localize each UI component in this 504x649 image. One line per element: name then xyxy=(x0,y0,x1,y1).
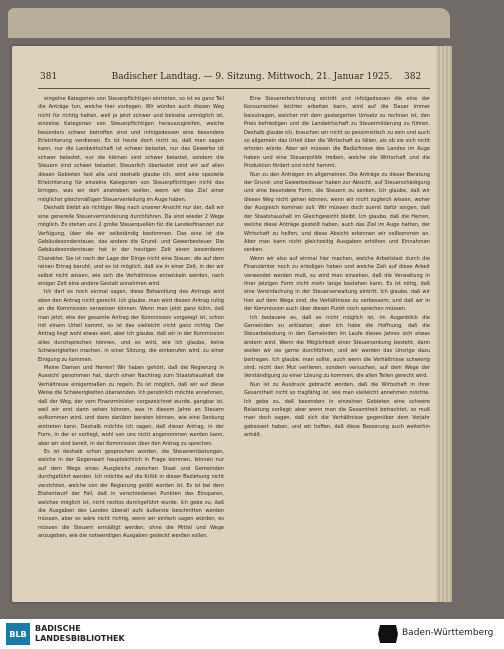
text-column-left xyxy=(38,95,224,587)
paragraph: Es ist deshalb schon gesprochen worden, die Steuerentlastungen, welche in der Gegenwart hauptsächlich in Frage kommen, können nur auf dem Wege eines Ausgleichs zwischen Staat und Gemeinden durchgeführt werden. Ich möchte auf die Kritik in dieser Beziehung nicht verzichten, welche von der Regierung geübt worden ist. Es ist bei dem Etatentwurf der Fall, daß in verschiedenen Punkten das Einsparen, welches möglich ist, nicht restlos durchgeführt wurde. Ich gebe zu, daß die Ausgaben des Landes überall aufs äußerste beschnitten werden müssen, aber es wäre nicht richtig, wenn wir einfach sagen würden, es müssen die Steuern ermäßigt werden, ohne die Mittel und Wege anzugeben, wie die notwendigen Ausgaben gedeckt werden sollen. xyxy=(38,449,224,540)
paragraph: Ich darf es noch einmal sagen, diese Behandlung des Antrags wird eben den Antrag nicht gerecht. Ich glaube, man wird diesen Antrag ruhig an die Kommission verweisen können. Wenn man jetzt ganz kühn, daß man jetzt, ehe der gesamte Antrag der Kommission vorgelegt ist, schon mit einem Urteil kommt, so ist das vielleicht nicht ganz richtig. Der Antrag liegt wohl etwas weit, aber ich glaube, daß wir in der Kommission alles durchsprechen können, und es wird, wie ich glaube, keine Schwierigkeiten machen, in einer Sitzung, die einberufen wird, zu einer Einigung zu kommen. xyxy=(38,289,224,363)
baden-wuerttemberg-label: Baden-Württemberg xyxy=(402,628,494,638)
blb-name xyxy=(35,624,125,644)
paragraph: eingelne Kategorien von Steuerpflichtigen eintreten, so ist es ganz Teil die Anträge tun, welche hier vorliegen. Wir würden auch diesen Weg nicht für richtig halten, weil ja jetzt schwer und beinahe unmöglich ist, einzelne Kategorien von Steuerpflichtigen herauszugreifen, welche besonders schwer betroffen sind und infolgedessen eine besondere Erleichterung verdienen. Es ist heute doch nicht so, daß man sagen kann, nur die Landwirtschaft ist schwer belastet, nur das Gewerbe ist schwer belastet, nur die kleinen sind schwer belastet, sondern die Steuern sind schwer belastet. Steuerlich überlastet sind wir auf allen diesen Gebieten fast alle und deshalb glaube ich, wird eine spezielle Erleichterung für einzelne Kategorien von Steuerpflichtigen nicht das bringen, was wir dort anstreben wollen, wenn wir das Ziel einer möglichst gleichmäßigen Steuerverteilung im Auge haben. xyxy=(38,96,224,203)
header-rule xyxy=(38,88,430,89)
paragraph: Eine Steuererleichterung eintritt und infolgedessen die eine der Konsumenten leichter arbeiten kann, wird auf die Dauer immer beizutragen, welcher mit dem gesteigerten Umsatz zu rechnen ist, den Preis befriedigen und die Landwirtschaft zu Steuermilderung zu führen. Deshalb glaube ich, brauchen wir nicht so pessimistisch zu sein und auch so allgemein das Urteil über die Wirtschaft zu fällen, als ob sie sich nicht erholen würde. Aber wir müssen die Bedürfnisse des Landes im Auge haben und eine Steuerpolitik treiben, welche die Wirtschaft und die Produktion fördert und nicht hemmt. xyxy=(244,96,430,170)
paragraph: Deshalb bleibt als richtiger Weg nach unserer Ansicht nur der, daß wir eine generelle Steuerverminderung durchführen. Da sind wieder 2 Wege möglich. Es stehen uns 2 große Steuerquellen für die Landesfinanzen zur Verfügung, über die wir selbständig bestimmen. Das eine ist die Gebäudesondersteuer, das andere die Grund- und Gewerbesteuer. Die Gebäudesondersteuer hat in der heutigen Zeit einen besonderen Charakter. Sie ist nach der Lage der Dinge nicht eine Steuer, die auf dem reinen Ertrag beruht, und es ist möglich, daß sie in einer Zeit, in der wir selbst nicht wissen, wie sich die Verhältnisse entwickeln werden, nach einiger Zeit eine andere Gestalt annehmen wird. xyxy=(38,205,224,287)
paragraph: Wenn wir also auf einmal hier machen, welche Arbeitslast durch die Finanzämter noch zu erledigen haben und welche Zeit auf diese Arbeit verwendet werden muß, so wird man einsehen, daß die Verwaltung in ihrer jetzigen Form nicht mehr lange bestehen kann. Es ist nötig, daß eine Vereinfachung in der Steuerverwaltung eintritt. Ich glaube, daß wir hier auf dem Wege sind, die Verhältnisse zu verbessern, und daß wir in der Kommission auch über diesen Punkt noch sprechen müssen. xyxy=(244,255,430,313)
paragraph: Meine Damen und Herren! Wir haben gehört, daß die Regierung in Aussicht genommen hat, durch einen Nachtrag zum Staatshaushalt die Verhältnisse einigermaßen zu regeln. Es ist möglich, daß wir auf diese Weise die Schwierigkeiten überwinden. Ich persönlich möchte annehmen, daß der Weg, der vom Finanzminister vorgezeichnet wurde, gangbar ist, weil wir erst dann sehen können, was in diesem Jahre an Steuern aufkommen wird, und dann darüber beraten können, wie eine Senkung eintreten kann. Deshalb möchte ich sagen, daß dieser Antrag, in der Form, in der er vorliegt, wohl von uns nicht angenommen werden kann, aber wir sind bereit, in der Kommission über den Antrag zu sprechen. xyxy=(38,365,224,447)
text-column-right xyxy=(244,95,430,587)
page-number-right: 382 xyxy=(404,72,422,82)
viewer-footer xyxy=(0,619,504,649)
blb-logo[interactable]: BLB xyxy=(6,623,30,645)
running-title: Badischer Landtag. — 9. Sitzung. Mittwoch, 21. Januar 1925. xyxy=(111,72,393,82)
paragraph: Nun zu den Anträgen im allgemeinen. Die Anträge zu dieser Beratung der Grund- und Gewerbesteuer haben zur Absicht, auf Steuerschädigung und eine besondere Form, die Steuern zu senken. Ich glaube, daß wir diesen Weg nicht gehen können, wenn wir nicht zugleich wissen, woher der Ausgleich kommen soll. Wir müssen doch zuerst dafür sorgen, daß der Staatshaushalt im Gleichgewicht bleibt. Ich glaube, daß die Herren, welche diese Anträge gestellt haben, auch das Ziel im Auge hatten, der Wirtschaft zu helfen, und diese Absicht erkennen wir vollkommen an. Aber man kann nicht gleichzeitig Ausgaben erhöhen und Einnahmen senken. xyxy=(244,171,430,254)
book-page-edges xyxy=(436,46,452,602)
blb-name-line2: LANDESBIBLIOTHEK xyxy=(35,634,125,643)
baden-wuerttemberg-crest-icon xyxy=(378,625,398,643)
paragraph: Nun ist zu Ausdruck gebracht worden, daß die Wirtschaft in ihrer Gesamtheit nicht so tragfähig ist, wie man vielleicht annehmen möchte. Ich gebe zu, daß besonders in einzelnen Gebieten eine schwere Belastung vorliegt; aber wenn man die Gesamtheit betrachtet, so muß man doch sagen, daß sich die Verhältnisse gegenüber dem Vorjahr gebessert haben, und wir hoffen, daß diese Besserung auch weiterhin anhält. xyxy=(244,381,430,439)
paragraph: Ich bedauere es, daß es nicht möglich ist, im Augenblick die Gemeinden zu entlasten; aber ich habe die Hoffnung, daß die Steuerbelastung in den Gemeinden im Laufe dieses Jahres sich etwas ändern wird. Wenn die Möglichkeit einer Steuersenkung besteht, dann wollen wir sie gerne durchführen, und wir werden das Unsrige dazu beitragen. Ich glaube, man sollte, auch wenn die Verhältnisse schwierig sind, nicht den Mut verlieren, sondern versuchen, auf dem Wege der Verständigung zu einer Lösung zu kommen, die allen Teilen gerecht wird. xyxy=(244,314,430,380)
blb-name-line1: BADISCHE xyxy=(35,624,81,633)
page-number-left: 381 xyxy=(40,72,58,82)
book-edge-top xyxy=(8,8,450,38)
